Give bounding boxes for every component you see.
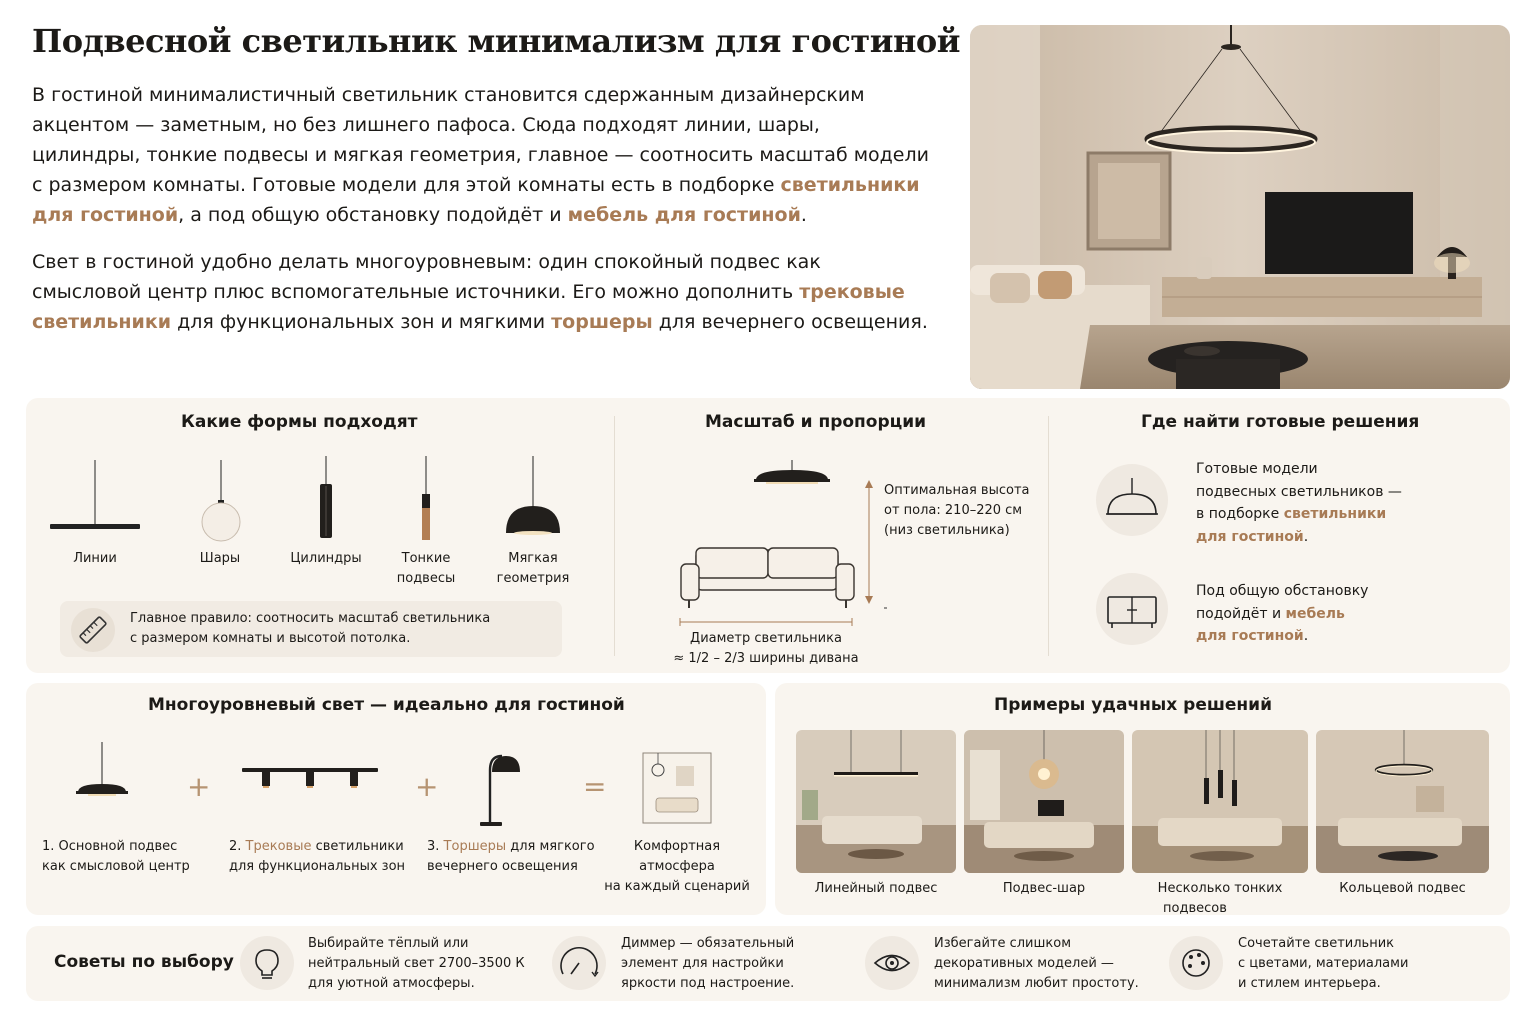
- intro-text: для вечернего освещения.: [652, 311, 928, 333]
- example-label-ring: Кольцевой подвес: [1339, 881, 1466, 896]
- forms-title: Какие формы подходят: [181, 412, 418, 432]
- tip-warm-light: Выбирайте тёплый или нейтральный свет 2700–3500 К для уютной атмосферы.: [308, 936, 525, 991]
- intro-text: .: [800, 204, 807, 226]
- intro-text: для функциональных зон и мягкими: [171, 311, 552, 333]
- floor-lamp-icon: [474, 752, 524, 828]
- step-main-pendant: 1. Основной подвес как смысловой центр: [42, 839, 190, 874]
- link-lights-living-room[interactable]: светильники: [1283, 506, 1387, 522]
- ruler-icon: [71, 608, 115, 652]
- main-rule-text: Главное правило: соотносить масштаб светильника с размером комнаты и высотой потолка.: [130, 611, 491, 646]
- intro-paragraph-2: [32, 247, 932, 337]
- link-lights-living-room[interactable]: светильники для гостиной: [32, 174, 920, 226]
- link-furniture[interactable]: мебель: [1285, 605, 1345, 622]
- globe-pendant-icon: [199, 460, 243, 542]
- link-furniture-living-room[interactable]: для гостиной: [1196, 628, 1304, 644]
- palette-icon: [1169, 936, 1223, 990]
- track-lights-icon: [240, 764, 380, 792]
- tip-icon-wrap: [865, 936, 919, 990]
- example-label-linear: Линейный подвес: [814, 881, 938, 896]
- thin-pendant-icon: [418, 456, 434, 542]
- intro-text: , а под общую обстановку подойдёт и: [178, 204, 568, 226]
- multilevel-title: Многоуровневый свет — идеально для гостиной: [148, 695, 625, 715]
- cabinet-icon-wrap: [1096, 573, 1168, 645]
- pendant-icon-wrap: [1096, 464, 1168, 536]
- lightbulb-icon: [240, 936, 294, 990]
- cozy-room-icon: [642, 752, 712, 824]
- intro-text: В гостиной минималистичный светильник становится сдержанным дизайнерским акцентом — заметным, но без лишнего пафоса. Сюда подходят линии, шары, цилиндры, тонкие подвесы и мягкая геометрия, главное — соотносить масштаб модели с размером комнаты. Готовые модели для этой комнаты есть в подборке: [32, 84, 929, 196]
- scale-title: Масштаб и пропорции: [705, 412, 927, 432]
- dimmer-icon: [552, 936, 606, 990]
- step-result: Комфортная атмосфера на каждый сценарий: [604, 839, 750, 894]
- intro-text: Свет в гостиной удобно делать многоуровневым: один спокойный подвес как смысловой центр плюс вспомогательные источники. Его можно дополнить: [32, 251, 821, 303]
- form-label-soft-geometry: Мягкая геометрия: [496, 551, 570, 586]
- example-photo-linear[interactable]: [796, 730, 956, 873]
- link-floor-lamps[interactable]: Торшеры: [443, 839, 507, 854]
- form-label-spheres: Шары: [199, 551, 241, 566]
- dome-pendant-icon: [504, 456, 562, 538]
- examples-title: Примеры удачных решений: [994, 695, 1273, 715]
- plus-sign: +: [187, 770, 211, 803]
- step-floor-lamps: 3. Торшеры для мягкого вечернего освещения: [427, 839, 595, 874]
- intro-paragraph-1: [32, 80, 932, 230]
- cylinder-pendant-icon: [316, 456, 336, 540]
- step-track-lights: 2. Трековые светильники для функциональных зон: [229, 839, 406, 874]
- example-photo-thin[interactable]: [1132, 730, 1308, 873]
- form-label-thin: Тонкие подвесы: [396, 551, 456, 586]
- scale-diagram: [676, 460, 896, 628]
- tip-dimmer: Диммер — обязательный элемент для настройки яркости под настроение.: [621, 936, 795, 991]
- linear-pendant-icon: [48, 460, 142, 532]
- eye-icon: [865, 936, 919, 990]
- form-label-cylinders: Цилиндры: [290, 551, 362, 566]
- tip-icon-wrap: [1169, 936, 1223, 990]
- height-note: Оптимальная высота от пола: 210–220 см (низ светильника): [884, 483, 1030, 538]
- main-pendant-icon: [74, 742, 130, 800]
- example-photo-ring[interactable]: [1316, 730, 1489, 873]
- hero-living-room-image: [970, 25, 1510, 389]
- tip-icon-wrap: [552, 936, 606, 990]
- find-block-furniture: Под общую обстановку подойдёт и мебель для гостиной.: [1196, 583, 1369, 644]
- example-label-globe: Подвес-шар: [1002, 881, 1086, 896]
- cabinet-icon: [1096, 573, 1168, 645]
- page-title: Подвесной светильник минимализм для гостиной: [32, 22, 960, 60]
- example-photo-globe[interactable]: [964, 730, 1124, 873]
- plus-sign: +: [415, 770, 439, 803]
- link-lights-living-room-2[interactable]: для гостиной: [1196, 528, 1304, 545]
- find-block-lights: Готовые модели подвесных светильников — в подборке светильники для гостиной.: [1196, 461, 1402, 545]
- example-label-thin: Несколько тонких подвесов: [1157, 881, 1283, 916]
- link-floor-lamps[interactable]: торшеры: [551, 311, 653, 333]
- tips-title: Советы по выбору: [54, 952, 234, 972]
- find-title: Где найти готовые решения: [1141, 412, 1420, 432]
- link-track-lights[interactable]: трековые светильники: [32, 281, 905, 333]
- tip-icon-wrap: [240, 936, 294, 990]
- equals-sign: =: [583, 770, 607, 803]
- form-label-lines: Линии: [73, 551, 117, 566]
- tip-avoid-decorative: Избегайте слишком декоративных моделей — минимализм любит простоту.: [934, 936, 1139, 991]
- divider: [1048, 416, 1049, 656]
- link-furniture-living-room[interactable]: мебель для гостиной: [567, 204, 801, 226]
- ruler-icon-wrap: [71, 608, 115, 652]
- divider: [614, 416, 615, 656]
- pendant-lamp-icon: [1096, 464, 1168, 536]
- tip-combine-style: Сочетайте светильник с цветами, материалами и стилем интерьера.: [1238, 936, 1409, 991]
- link-track-lights[interactable]: Трековые: [245, 839, 312, 854]
- diameter-note: Диаметр светильника ≈ 1/2 – 2/3 ширины дивана: [673, 631, 859, 666]
